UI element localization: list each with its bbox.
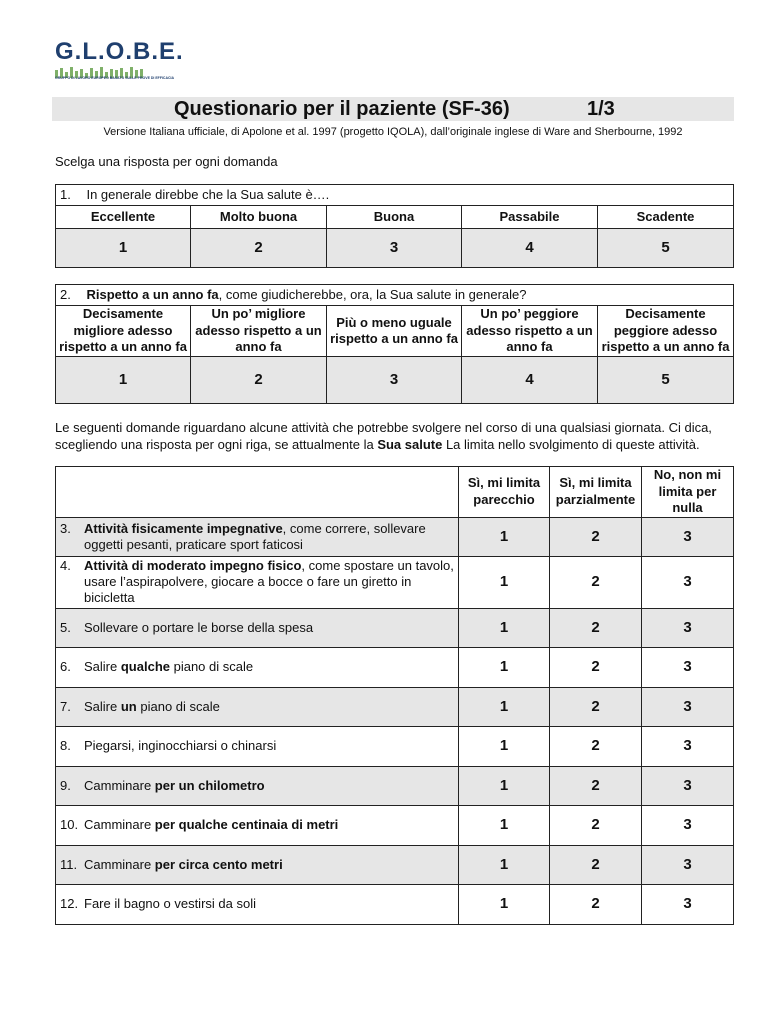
option-label: Passabile [462,206,598,229]
answer-option-3[interactable]: 3 [642,884,734,924]
answer-option-2[interactable]: 2 [550,884,642,924]
option-label: Eccellente [56,206,191,229]
logo-text: G.L.O.B.E. [55,38,184,65]
item-text-post: , come correre, sollevare oggetti pesanti, praticare sport faticosi [84,520,426,552]
activity-label [56,766,459,805]
question-1-table [55,184,734,268]
item-text [84,817,458,833]
question-1-text [56,185,734,206]
item-number: 9. [60,777,71,793]
item-text-bold: Attività fisicamente impegnative [84,520,283,536]
item-text [84,857,458,873]
activities-table [55,466,734,925]
answer-option-1[interactable]: 1 [459,884,550,924]
question-2-table [55,284,734,404]
activity-label [56,884,459,924]
answer-option-1[interactable]: 1 [459,517,550,556]
answer-option-3[interactable]: 3 [642,805,734,845]
column-header: Sì, mi limita parecchio [459,467,550,518]
option-label: Decisamente migliore adesso rispetto a un anno fa [56,306,191,357]
item-text-bold: un [120,698,137,714]
item-number: 7. [60,698,71,714]
activity-label [56,647,459,687]
answer-option-2[interactable]: 2 [550,726,642,766]
answer-option-1[interactable]: 1 [459,845,550,884]
table-row [56,766,734,805]
table-row [56,845,734,884]
item-text [84,521,458,553]
column-header: No, non mi limita per nulla [642,467,734,518]
option-label: Più o meno uguale rispetto a un anno fa [327,306,462,357]
item-text [84,738,458,754]
item-text-post: , come spostare un tavolo, usare l’aspirapolvere, giocare a bocce o fare un giretto in bicicletta [84,558,454,605]
question-number: 1. [60,187,71,202]
item-text [84,659,458,675]
item-number: 5. [60,619,71,635]
question-text-bold: Rispetto a un anno fa [86,287,219,302]
answer-option-2[interactable]: 2 [550,517,642,556]
table-row [56,517,734,556]
table-row [56,556,734,608]
option-label: Un po’ migliore adesso rispetto a un anno fa [191,306,327,357]
item-number: 11. [60,856,78,872]
answer-option-3[interactable]: 3 [642,517,734,556]
instruction: Scelga una risposta per ogni domanda [55,154,278,169]
answer-option-1[interactable]: 1 [56,357,191,404]
answer-option-3[interactable]: 3 [642,556,734,608]
intro-text-bold: Sua salute [377,437,443,452]
answer-option-2[interactable]: 2 [550,647,642,687]
answer-option-3[interactable]: 3 [642,647,734,687]
table-row [56,884,734,924]
item-text-pre: Salire [84,659,121,674]
activity-label [56,556,459,608]
answer-option-3[interactable]: 3 [642,608,734,647]
table-row [56,608,734,647]
option-label: Decisamente peggiore adesso rispetto a un anno fa [598,306,734,357]
answer-option-1[interactable]: 1 [56,229,191,268]
activity-label [56,608,459,647]
answer-option-3[interactable]: 3 [642,845,734,884]
item-number: 8. [60,738,71,753]
intro-text: Le seguenti domande riguardano alcune attività che potrebbe svolgere nel corso di una qualsiasi giornata. Ci dica, scegliendo una risposta per ogni riga, se attualmente la [55,420,712,452]
item-text-pre: Piegarsi, inginocchiarsi o chinarsi [84,738,277,753]
activity-label [56,517,459,556]
answer-option-2[interactable]: 2 [550,556,642,608]
activity-label [56,845,459,884]
activities-intro [55,419,735,453]
answer-option-1[interactable]: 1 [459,766,550,805]
item-text-bold: per circa cento metri [154,856,283,872]
table-row [56,647,734,687]
item-number: 4. [60,558,71,573]
item-text [84,699,458,715]
question-text: , come giudicherebbe, ora, la Sua salute in generale? [218,287,527,302]
option-label: Scadente [598,206,734,229]
intro-text-end: La limita nello svolgimento di queste attività. [442,437,700,452]
item-text-pre: Camminare [84,856,155,872]
logo-subtitle: GRUPPO DI LAVORO EUROPEO BASATO SULLE PROVE DI EFFICACIA [55,76,175,80]
table-row [56,726,734,766]
subtitle: Versione Italiana ufficiale, di Apolone et al. 1997 (progetto IQOLA), dall’originale inglese di Ware and Sherbourne, 1992 [103,126,683,138]
item-text-pre: Fare il bagno o vestirsi da soli [84,896,256,911]
answer-option-1[interactable]: 1 [459,687,550,726]
option-label: Buona [327,206,462,229]
item-text-bold: per un chilometro [154,777,265,793]
item-text [84,620,458,636]
item-text [84,558,458,606]
item-text-bold: Attività di moderato impegno fisico [84,558,302,573]
answer-option-2[interactable]: 2 [191,229,327,268]
item-text-post: piano di scale [136,698,220,714]
answer-option-1[interactable]: 1 [459,726,550,766]
question-number: 2. [60,287,71,302]
answer-option-2[interactable]: 2 [550,766,642,805]
answer-option-4[interactable]: 4 [462,357,598,404]
item-text-bold: qualche [120,659,170,674]
answer-option-3[interactable]: 3 [642,766,734,805]
answer-option-1[interactable]: 1 [459,608,550,647]
header-blank-cell [56,467,459,518]
item-text-post: piano di scale [169,659,254,674]
item-text-pre: Camminare [84,777,155,793]
answer-option-5[interactable]: 5 [598,229,734,268]
item-text-pre: Salire [84,698,121,714]
item-text-bold: per qualche centinaia di metri [154,817,339,832]
answer-option-4[interactable]: 4 [462,229,598,268]
item-text-pre: Sollevare o portare le borse della spesa [84,619,314,635]
table-row [56,805,734,845]
option-label: Un po’ peggiore adesso rispetto a un anno fa [462,306,598,357]
activity-label [56,687,459,726]
answer-option-2[interactable]: 2 [550,845,642,884]
answer-option-1[interactable]: 1 [459,556,550,608]
question-text: In generale direbbe che la Sua salute è…. [86,187,330,202]
answer-option-3[interactable]: 3 [327,229,462,268]
answer-option-2[interactable]: 2 [550,608,642,647]
question-2-text [56,285,734,306]
page-title: Questionario per il paziente (SF-36) [174,98,510,120]
item-text [84,778,458,794]
answer-option-5[interactable]: 5 [598,357,734,404]
answer-option-3[interactable]: 3 [327,357,462,404]
answer-option-2[interactable]: 2 [550,687,642,726]
item-text [84,896,458,912]
activity-label [56,805,459,845]
table-row [56,687,734,726]
answer-option-3[interactable]: 3 [642,687,734,726]
activity-label [56,726,459,766]
option-label: Molto buona [191,206,327,229]
globe-logo [55,38,184,84]
answer-option-3[interactable]: 3 [642,726,734,766]
page-number: 1/3 [587,98,615,120]
item-number: 6. [60,659,71,674]
column-header: Sì, mi limita parzialmente [550,467,642,518]
answer-option-1[interactable]: 1 [459,805,550,845]
answer-option-2[interactable]: 2 [191,357,327,404]
item-number: 12. [60,896,79,911]
item-number: 3. [60,520,71,536]
answer-option-2[interactable]: 2 [550,805,642,845]
item-number: 10. [60,817,79,832]
item-text-pre: Camminare [84,817,155,832]
answer-option-1[interactable]: 1 [459,647,550,687]
